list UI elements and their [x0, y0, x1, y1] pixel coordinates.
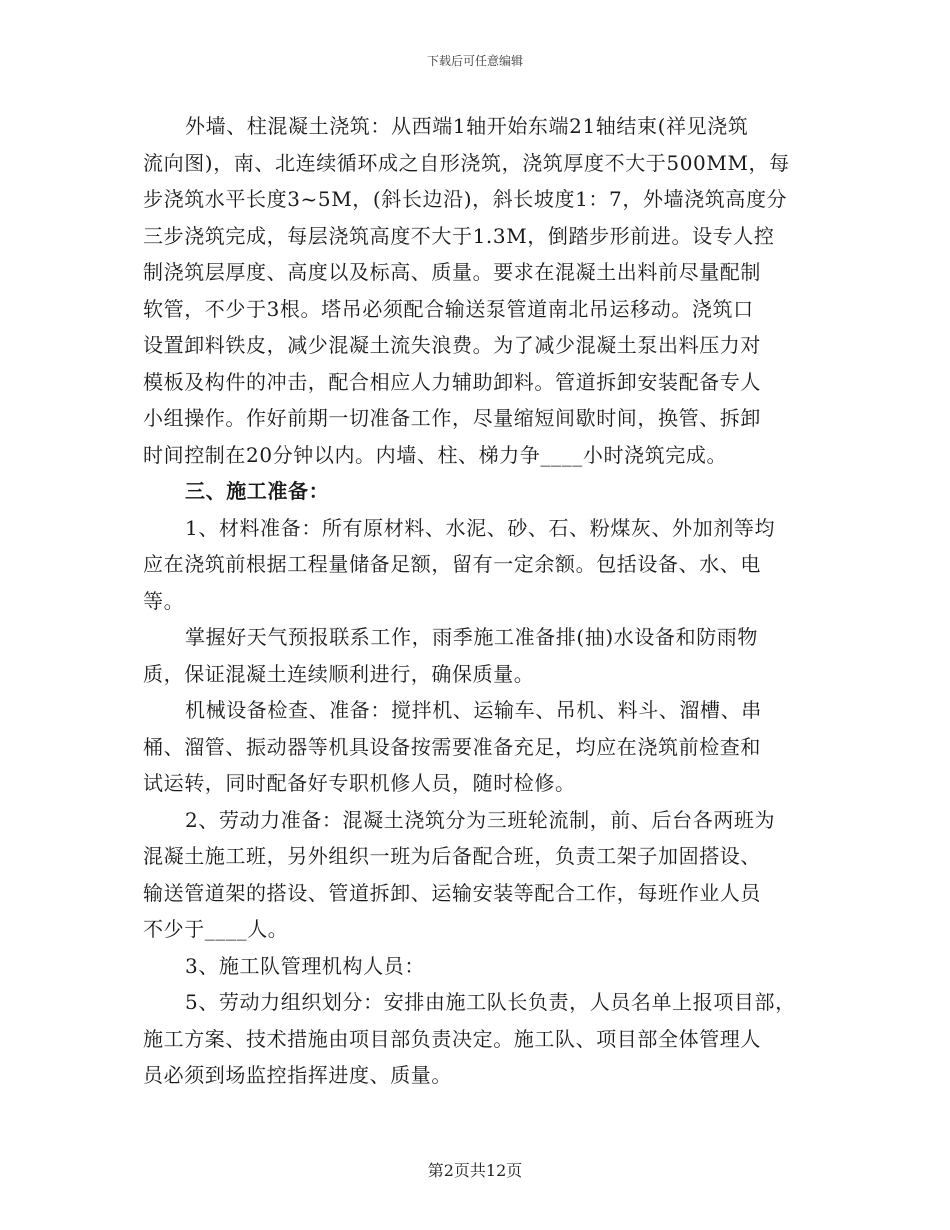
paragraph-line: 三步浇筑完成，每层浇筑高度不大于1.3M，倒踏步形前进。设专人控 [143, 223, 775, 248]
paragraph-line: 应在浇筑前根据工程量储备足额，留有一定余额。包括设备、水、电 [143, 552, 761, 576]
paragraph-line: 时间控制在20分钟以内。内墙、柱、梯力争____小时浇筑完成。 [143, 442, 728, 467]
paragraph-line: 2、劳动力准备：混凝土浇筑分为三班轮流制，前、后台各两班为 [185, 807, 776, 832]
paragraph-line: 质，保证混凝土连续顺利进行，确保质量。 [143, 661, 535, 686]
paragraph-line: 步浇筑水平长度3~5M，(斜长边沿)，斜长坡度1：7，外墙浇筑高度分 [143, 187, 788, 211]
paragraph-line: 等。 [143, 588, 185, 613]
paragraph-line: 软管，不少于3根。塔吊必须配合输送泵管道南北吊运移动。浇筑口 [143, 296, 754, 321]
page-footer: 第2页共12页 [427, 1161, 523, 1180]
paragraph-line: 外墙、柱混凝土浇筑：从西端1轴开始东端21轴结束(祥见浇筑 [185, 114, 749, 138]
paragraph-line: 施工方案、技术措施由项目部负责决定。施工队、项目部全体管理人 [143, 1026, 761, 1051]
document-body [143, 108, 823, 1094]
paragraph-line: 掌握好天气预报联系工作，雨季施工准备排(抽)水设备和防雨物 [185, 625, 759, 649]
paragraph-line: 员必须到场监控指挥进度、质量。 [143, 1063, 452, 1087]
paragraph-line: 试运转，同时配备好专职机修人员，随时检修。 [143, 771, 576, 795]
paragraph-line: 桶、溜管、振动器等机具设备按需要准备充足，均应在浇筑前检查和 [143, 734, 761, 759]
paragraph-line: 小组操作。作好前期一切准备工作，尽量缩短间歇时间，换管、拆卸 [143, 406, 761, 430]
paragraph-line: 1、材料准备：所有原材料、水泥、砂、石、粉煤灰、外加剂等均 [185, 515, 776, 540]
paragraph-line: 3、施工队管理机构人员： [185, 953, 425, 978]
paragraph-line: 混凝土施工班，另外组织一班为后备配合班，负责工架子加固搭设、 [143, 844, 761, 868]
paragraph-line: 输送管道架的搭设、管道拆卸、运输安装等配合工作，每班作业人员 [143, 880, 761, 905]
paragraph-line: 设置卸料铁皮，减少混凝土流失浪费。为了减少混凝土泵出料压力对 [143, 333, 761, 357]
paragraph-line: 5、劳动力组织划分：安排由施工队长负责，人员名单上报项目部， [185, 990, 796, 1014]
section-heading: 三、施工准备： [185, 479, 330, 503]
paragraph-line: 制浇筑层厚度、高度以及标高、质量。要求在混凝土出料前尽量配制 [143, 260, 761, 284]
paragraph-line: 模板及构件的冲击，配合相应人力辅助卸料。管道拆卸安装配备专人 [143, 369, 761, 394]
paragraph-line: 流向图)，南、北连续循环成之自形浇筑，浇筑厚度不大于500MM，每 [143, 150, 790, 175]
paragraph-line: 机械设备检查、准备：搅拌机、运输车、吊机、料斗、溜槽、串 [185, 698, 762, 722]
paragraph-line: 不少于____人。 [143, 917, 289, 941]
page-header-note: 下载后可任意编辑 [426, 54, 523, 68]
